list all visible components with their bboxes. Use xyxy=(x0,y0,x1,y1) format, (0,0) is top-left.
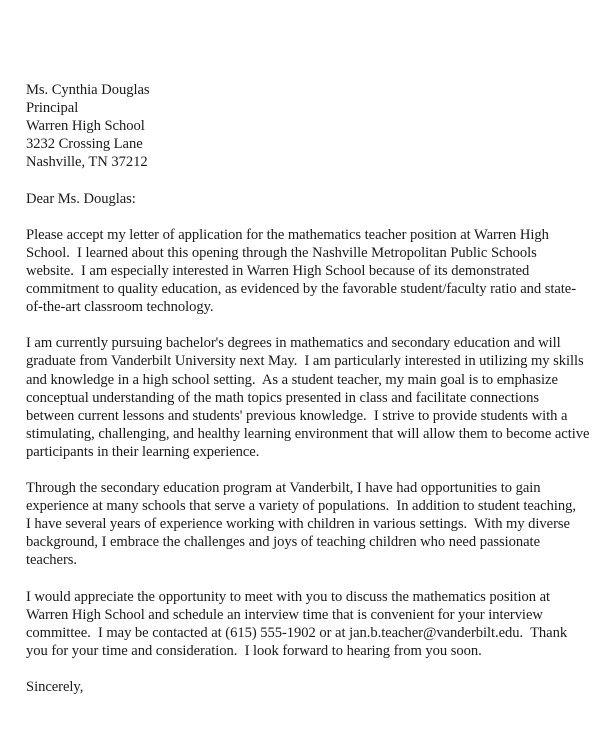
recipient-city-state-zip: Nashville, TN 37212 xyxy=(26,154,148,171)
paragraph-line: participants in their learning experience. xyxy=(26,443,260,460)
paragraph-line: between current lessons and students' previous knowledge. I strive to provide students with a xyxy=(26,407,568,424)
salutation-text: Dear Ms. Douglas: xyxy=(26,190,136,207)
paragraph-line: website. I am especially interested in Warren High School because of its demonstrated xyxy=(26,262,530,279)
salutation xyxy=(26,190,596,208)
paragraph-line: and knowledge in a high school setting. As a student teacher, my main goal is to emphasize xyxy=(26,371,558,388)
paragraph-line: committee. I may be contacted at (615) 555-1902 or at jan.b.teacher@vanderbilt.edu. Thank xyxy=(26,624,568,641)
recipient-street: 3232 Crossing Lane xyxy=(26,136,143,153)
closing-text: Sincerely, xyxy=(26,679,84,696)
paragraph-line: experience at many schools that serve a variety of populations. In addition to student teaching, xyxy=(26,498,576,515)
closing xyxy=(26,678,596,696)
paragraph-line: graduate from Vanderbilt University next May. I am particularly interested in utilizing my skills xyxy=(26,353,584,370)
paragraph-line: School. I learned about this opening through the Nashville Metropolitan Public Schools xyxy=(26,244,537,261)
recipient-name: Ms. Cynthia Douglas xyxy=(26,82,150,98)
paragraph-intro xyxy=(26,226,596,316)
cover-letter xyxy=(26,81,596,714)
recipient-address xyxy=(26,81,596,171)
paragraph-line: Warren High School and schedule an interview time that is convenient for your interview xyxy=(26,606,543,623)
paragraph-line: I am currently pursuing bachelor's degrees in mathematics and secondary education and will xyxy=(26,335,561,352)
paragraph-experience xyxy=(26,479,596,569)
paragraph-line: I would appreciate the opportunity to meet with you to discuss the mathematics position at xyxy=(26,588,551,605)
paragraph-line: teachers. xyxy=(26,552,77,569)
paragraph-closing xyxy=(26,588,596,660)
paragraph-line: I have several years of experience working with children in various settings. With my diverse xyxy=(26,516,570,533)
paragraph-line: conceptual understanding of the math topics presented in class and facilitate connections xyxy=(26,389,540,406)
paragraph-line: of-the-art classroom technology. xyxy=(26,299,214,316)
paragraph-line: you for your time and consideration. I look forward to hearing from you soon. xyxy=(26,642,482,659)
recipient-organization: Warren High School xyxy=(26,118,145,135)
paragraph-line: Through the secondary education program at Vanderbilt, I have had opportunities to gain xyxy=(26,480,541,497)
paragraph-qualifications xyxy=(26,334,596,461)
paragraph-line: commitment to quality education, as evidenced by the favorable student/faculty ratio and state- xyxy=(26,281,577,298)
recipient-title: Principal xyxy=(26,100,79,117)
paragraph-line: background, I embrace the challenges and joys of teaching children who need passionate xyxy=(26,534,540,551)
paragraph-line: Please accept my letter of application for the mathematics teacher position at Warren High xyxy=(26,226,549,243)
paragraph-line: stimulating, challenging, and healthy learning environment that will allow them to become active xyxy=(26,425,590,442)
